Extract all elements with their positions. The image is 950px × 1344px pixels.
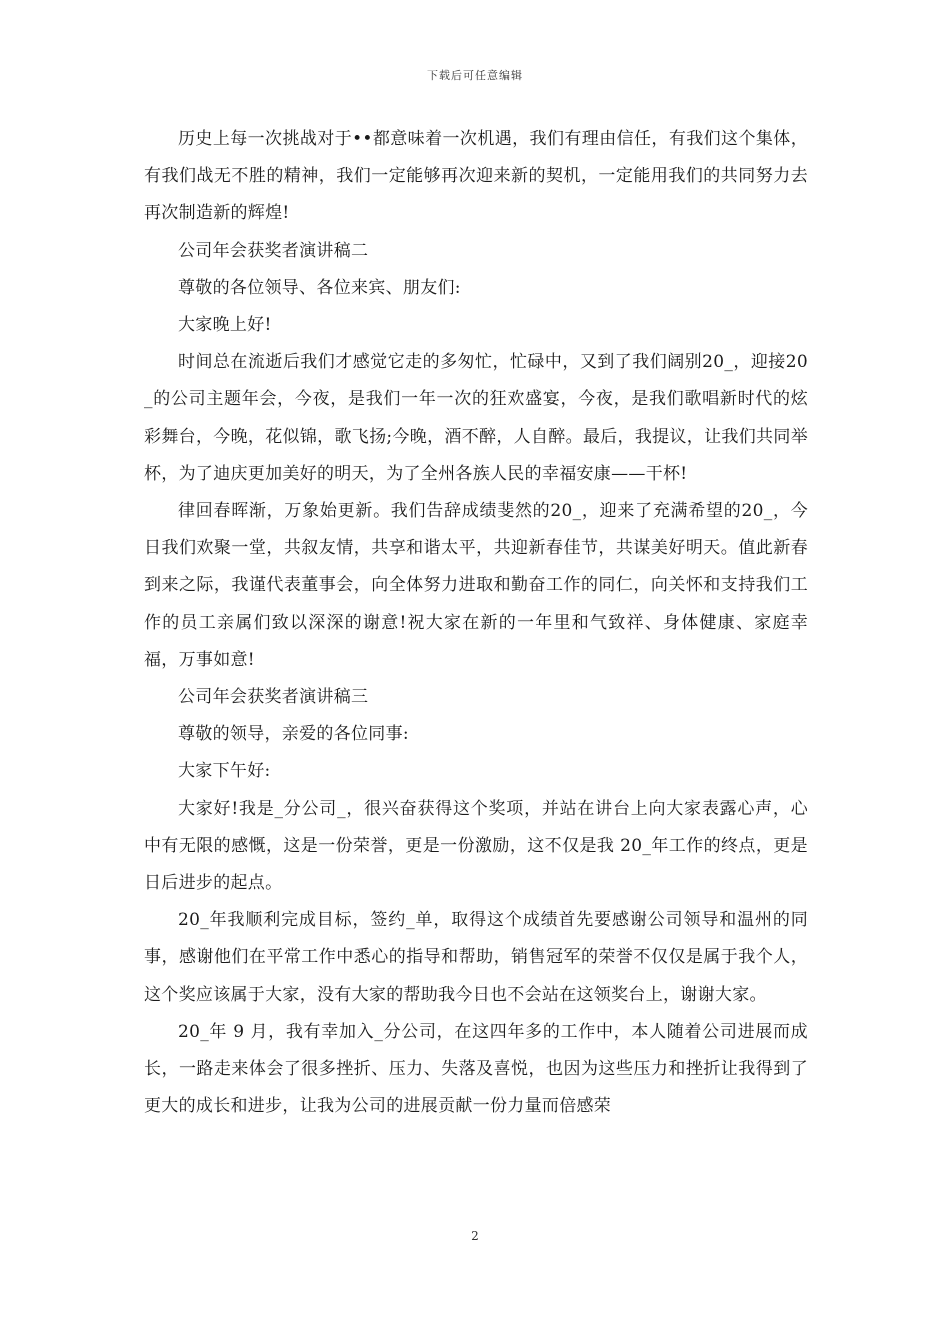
paragraph: 时间总在流逝后我们才感觉它走的多匆忙，忙碌中，又到了我们阔别20_，迎接20_的公司主题年会，今夜，是我们一年一次的狂欢盛宴，今夜，是我们歌唱新时代的炫彩舞台，今晚，花似锦，歌飞扬;今晚，酒不醉，人自醉。最后，我提议，让我们共同举杯，为了迪庆更加美好的明天，为了全州各族人民的幸福安康——干杯! xyxy=(144,352,808,484)
paragraph: 律回春晖渐，万象始更新。我们告辞成绩斐然的20_，迎来了充满希望的20_，今日我们欢聚一堂，共叙友情，共享和谐太平，共迎新春佳节，共谋美好明天。值此新春到来之际，我谨代表董事会，向全体努力进取和勤奋工作的同仁，向关怀和支持我们工作的员工亲属们致以深深的谢意!祝大家在新的一年里和气致祥、身体健康、家庭幸福，万事如意! xyxy=(144,501,808,670)
section-title: 公司年会获奖者演讲稿二 xyxy=(178,240,369,261)
greeting: 大家下午好: xyxy=(178,761,271,782)
page-header: 下载后可任意编辑 xyxy=(427,69,523,82)
section-title: 公司年会获奖者演讲稿三 xyxy=(178,687,369,708)
greeting: 大家晚上好! xyxy=(178,315,272,336)
page-number: 2 xyxy=(471,1229,479,1243)
salutation: 尊敬的领导，亲爱的各位同事: xyxy=(178,724,409,745)
salutation: 尊敬的各位领导、各位来宾、朋友们: xyxy=(178,277,461,298)
paragraph: 20_年我顺利完成目标，签约_单，取得这个成绩首先要感谢公司领导和温州的同事，感谢他们在平常工作中悉心的指导和帮助，销售冠军的荣誉不仅仅是属于我个人，这个奖应该属于大家，没有大家的帮助我今日也不会站在这领奖台上，谢谢大家。 xyxy=(144,910,808,1005)
paragraph: 大家好!我是_分公司_，很兴奋获得这个奖项，并站在讲台上向大家表露心声，心中有无限的感慨，这是一份荣誉，更是一份激励，这不仅是我 20_年工作的终点，更是日后进步的起点。 xyxy=(144,798,808,894)
paragraph: 历史上每一次挑战对于••都意味着一次机遇，我们有理由信任，有我们这个集体，有我们战无不胜的精神，我们一定能够再次迎来新的契机，一定能用我们的共同努力去再次制造新的辉煌! xyxy=(144,129,808,224)
paragraph: 20_年 9 月，我有幸加入_分公司，在这四年多的工作中，本人随着公司进展而成长，一路走来体会了很多挫折、压力、失落及喜悦，也因为这些压力和挫折让我得到了更大的成长和进步，让我为公司的进展贡献一份力量而倍感荣 xyxy=(144,1021,808,1117)
document-body xyxy=(144,121,808,1125)
